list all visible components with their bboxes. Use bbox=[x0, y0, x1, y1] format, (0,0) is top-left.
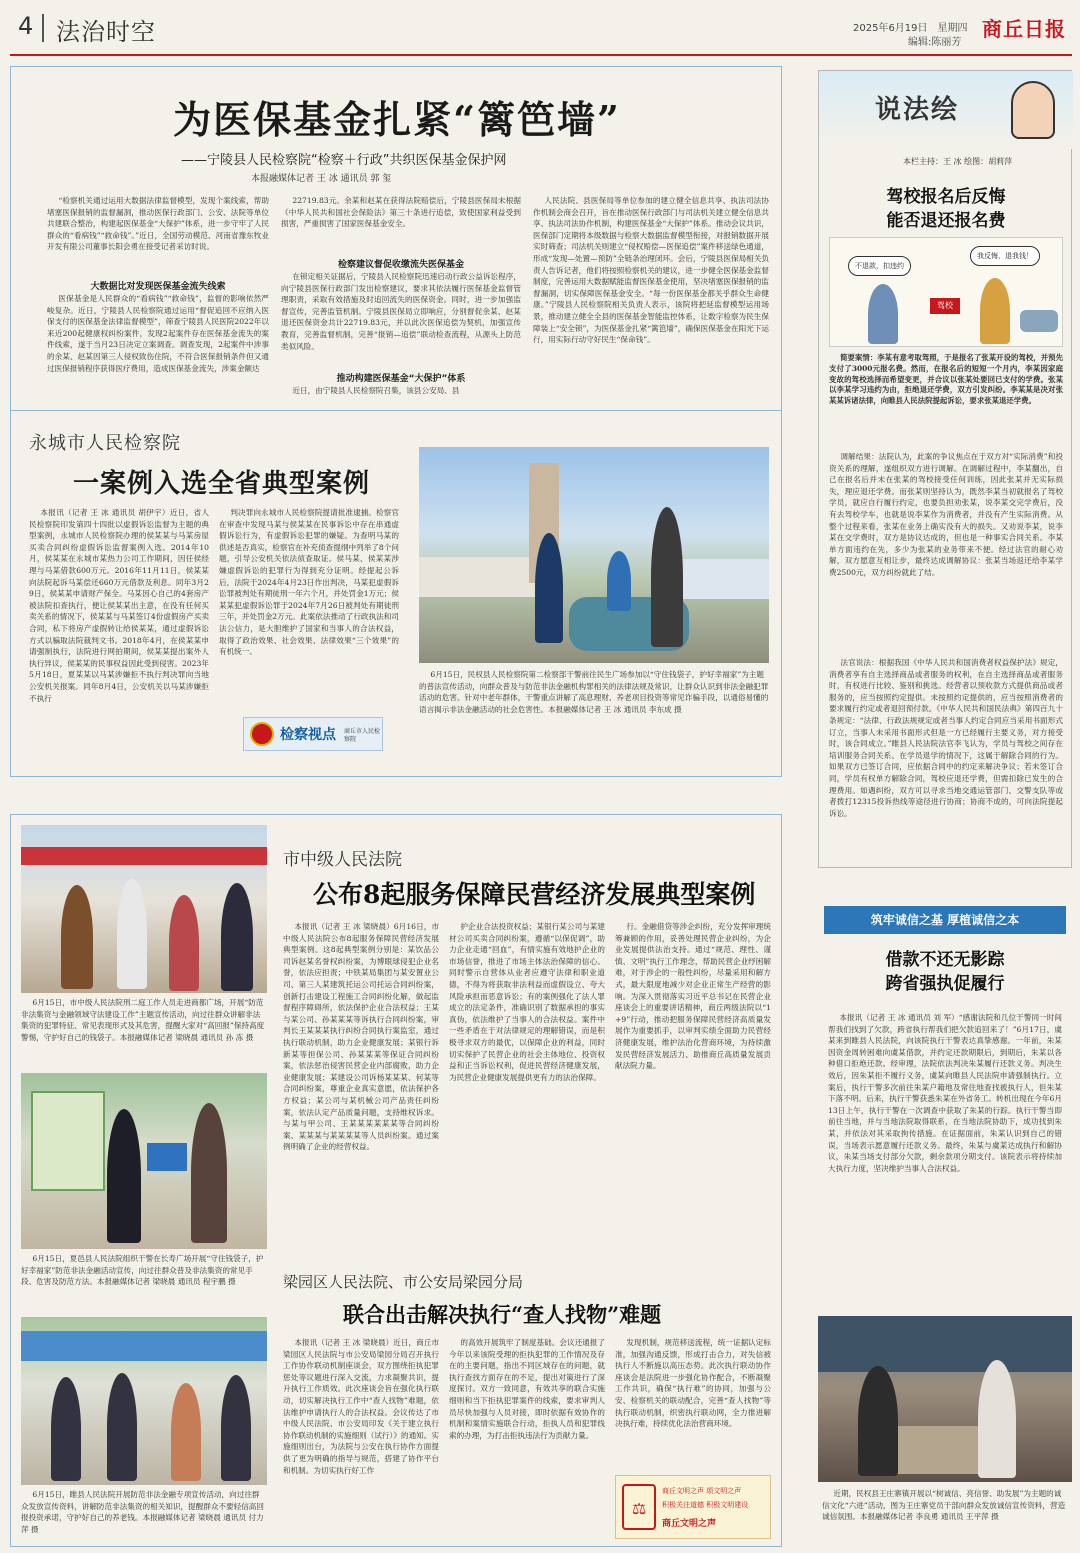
photo-credit-campaign bbox=[818, 1316, 1072, 1482]
cartoon-car bbox=[1020, 310, 1058, 332]
shop-front bbox=[818, 1316, 1072, 1372]
header-divider bbox=[42, 14, 44, 42]
sidebar-credit bbox=[818, 902, 1072, 1547]
article-col2-body2: 在锁定相关证据后，宁陵县人民检察院迅速启动行政公益诉讼程序，向宁陵县医保行政部门发出检察建议，要求其依法履行医保基金监督管理职责，采取有效措施及时追回流失的医保资金。同时，进一步加强监督宣传，完善监管机制。宁陵县医保局立即响应，分别督促余某、赵某退还医保资金共计22719.83元，并以此次医保追偿为契机，加强宣传教育，完善监督机制，完善“报销—追偿”联动检查流程，从源头上防范类似风险。 bbox=[281, 272, 521, 351]
photo-caption-2: 6月15日，夏邑县人民法院组织干警在长寿广场开展“守住钱袋子，护好幸福家”防范非法金融活动宣传，向过往群众普及非法集资的常见手段、危害及防范方法。本报融媒体记者 梁晓晨 通讯员 程宇鹏 摄 bbox=[21, 1254, 264, 1286]
person-judge-1 bbox=[117, 879, 147, 989]
procuratorate-badge bbox=[243, 717, 383, 751]
person-resident bbox=[171, 1383, 201, 1481]
article3-title: 公布8起服务保障民营经济发展典型案例 bbox=[313, 880, 756, 909]
article-title: 为医保基金扎紧“篱笆墙” bbox=[173, 97, 621, 142]
stamp-line-3: 商丘文明之声 bbox=[662, 1519, 717, 1529]
cartoon-host-face-icon bbox=[1011, 81, 1055, 139]
article-title: 一案例入选全省典型案例 bbox=[73, 469, 371, 499]
article-col2: 判决罪向永城市人民检察院提请批准逮捕。检察官在审查中发现马某与侯某某在民事诉讼中存在串通虚假诉讼行为，有虚假诉讼犯罪的嫌疑。为查明马某的供述是否真实，检察官在补充侦查提纲中列举了8个问题，引导公安机关依法侦查取证。侯马某、侯某某涉嫌虚假诉讼的犯罪行为得到充分证明。经提起公诉后，法院于2024年4月23日作出判决，马某犯虚假诉讼罪被判处有期徒刑一年六个月，并处罚金1万元；侯某某犯虚假诉讼罪于2024年7月26日被判处有期徒刑三年，并处罚金2万元。此案依法推动了行政执法和司法公信力，是大胆维护了国家和当事人的合法权益，取得了政治效果、社会效果、法律效果“三个效果”的有机统一。 bbox=[219, 508, 399, 657]
stamp-line-1: 商丘文明之声 颂文明之声 bbox=[662, 1487, 742, 1495]
article3-col3: 行。金融借贷等涉企纠纷，充分发挥审理统筹兼顾的作用，妥善处理民营企业纠纷，为企业发展提供法治支持。通过“规范、理性、谨慎、文明”执行工作理念，帮助民营企业纾困解难，对于涉企的一般性纠纷，尽量采用和解方式，最大限度地减少对企业正常生产经营的影响。为深入贯彻落实习近平总书记在民营企业座谈会上的重要讲话精神，商丘两级法院以“1+9”行动，推动把服务保障民营经济高质量发展作为重要抓手，以审判实绩全面助力民营经济健康发展，维护法治化营商环境，为持续激发民营经济发展活力、助推商丘高质量发展贡献法院力量。 bbox=[615, 922, 771, 1071]
person-villager bbox=[191, 1103, 227, 1243]
speech-bubble-student: 我反悔，退我钱！ bbox=[970, 246, 1040, 266]
header-rule bbox=[10, 54, 1072, 56]
article-col1-body: 医保基金是人民群众的“看病钱”“救命钱”，监督的影响依然严峻复杂。近日，宁陵县人民检察院通过运用“督促追回不应纳入医保支付的医保基金法律监督模型”，筛查宁陵县人民医院2022年以来近200起健康权纠纷案件，发现2起案件存在医保基金流失的案件线索，遂于当月23日决定立案调查。调查发现，2起案件中涉事的余某、赵某因第三人侵权致伤住院，不符合医保报销条件但又通过医保报销程序获得医疗费用，造成医保基金流失，涉案金额达 bbox=[47, 294, 269, 373]
person-woman-red bbox=[169, 895, 199, 991]
procuratorate-emblem-icon bbox=[250, 722, 274, 746]
person-judge bbox=[107, 1109, 141, 1243]
driving-school-sign: 驾校 bbox=[930, 298, 960, 314]
person-official bbox=[978, 1360, 1016, 1478]
article-col2-body1: 22719.83元。余某和赵某在获得法院赔偿后，宁陵县医保局未根据《中华人民共和国社会保险法》第三十条进行追偿，致使国家利益受到损害，严重损害了国家医保基金安全。 bbox=[281, 196, 521, 229]
mediation-result: 调解结果：法院认为，此案的争议焦点在于双方对“实际消费”和投资关系的理解，遂组织双方进行调解。在调解过程中，李某翻出，自己在报名后并未在张某的驾校接受任何训练，因此张某并无实际损失，理应退还学费。而张某则坚持认为，既然李某当初就报名了驾校学员，就应自行履行约定，也要负担劝张某，说李某交完学费后，没有去驾校学车，也就是说李某作为消费者，并没有产生实际消费。从整个过程来看，张某在业务上确实没有大的损失。又劝说李某，说李某在交学费时，双方是协议达成的，但也是一种事实合同关系。李某单方面违约在先，多少为张某的业务带来不便。经过法官的耐心劝解，双方愿意互相让步，最终达成调解协议：张某当场返还给李某学费2500元，双方纠纷就此了结。 bbox=[829, 452, 1063, 577]
photo-caption-3: 6月15日，睢县人民法院开展防范非法金融专项宣传活动，向过往群众发放宣传资料，讲解防范非法集资的相关知识，提醒群众不要轻信高回报投资承诺，守护好自己的养老钱。本报融媒体记者 梁晓晨 通讯员 付力萍 摄 bbox=[21, 1490, 264, 1534]
article-col1-intro: “检察机关通过运用大数据法律监督模型，发现个案线索，帮助堵塞医保报销的监督漏洞，推动医保行政部门、公安、法院等单位共建联合整治，构建起医保基金“大保护”体系，进一步守牢了人民群众的“看病钱”“救命钱”。”近日，全国劳动模范、河南省豫东牧业开发有限公司董事长阳会勇在接受记者采访时说。 bbox=[47, 196, 269, 252]
article-col2-heading2: 推动构建医保基金“大保护”体系 bbox=[336, 374, 466, 384]
article-byline: 本报融媒体记者 王 冰 通讯员 郭 玺 bbox=[251, 174, 392, 184]
photo-caption-1: 6月15日，市中级人民法院刑二庭工作人员走进商都广场，开展“防范非法集资与金融领域守法建设工作”主题宣传活动，向过往群众讲解非法集资的犯罪特征、常见表现形式及其危害，提醒大家对“高回报”保持高度警惕，守护好自己的钱袋子。本报融媒体记者 梁晓晨 通讯员 孙 冻 摄 bbox=[21, 998, 265, 1042]
sidebar-title: 驾校报名后反悔 能否退还报名费 bbox=[886, 187, 1006, 231]
shop-counter bbox=[898, 1426, 978, 1474]
article-yongcheng-case bbox=[10, 411, 782, 777]
person-child bbox=[607, 551, 631, 611]
photo-propaganda-event bbox=[419, 447, 769, 663]
article4-kicker: 梁园区人民法院、市公安局梁园分局 bbox=[283, 1273, 524, 1291]
photo-xiayi-court-event bbox=[21, 1073, 267, 1249]
page-editor: 编辑:陈丽芳 bbox=[908, 37, 962, 48]
exhibit-board bbox=[31, 1091, 105, 1191]
badge-title: 检察视点 bbox=[280, 727, 336, 743]
badge-subtitle: 商丘市人民检察院 bbox=[344, 728, 381, 743]
cartoon-figure-student bbox=[980, 278, 1010, 344]
article3-kicker: 市中级人民法院 bbox=[283, 850, 402, 870]
photo-suixian-court-event bbox=[21, 1317, 267, 1485]
article-col3-body: 人民法院、县医保局等单位参加的建立健全信息共享、执法司法协作机制会商会召开，旨在推动医保行政部门与司法机关建立健全信息共享、执法司法协作机制，构建医保基金“大保护”体系。推动会议共识，医保部门定期将本级数据与检察大数据监督模型衔接，对报销数据开展实时筛查；司法机关则建立“侵权赔偿—医保追偿”案件移送绿色通道，形成“发现—处置—预防”全链条治理闭环。会后，宁陵县医保局相关负责人告诉记者，他们将按照检察机关的建议，进一步健全医保基金监督制度，完善运用大数据赋能监督医保基金使用，坚决堵塞医保报销的监督漏洞，切实保障医保基金安全。“每一份医保基金都关乎群众生命健康。”宁陵县人民检察院相关负责人表示，该院将把延监督模型运用场景，推动建立健全全县的医保基金智能监控体系，让数字检察为民生保障装上“安全锁”，为医保基金扎紧“篱笆墙”，确保医保基金在阳光下运行，用实际行动守好民生“保命钱”。 bbox=[533, 196, 769, 345]
section-title: 法治时空 bbox=[56, 18, 156, 46]
photo-caption: 近期，民权县王庄寨镇开展以“树诚信、亮信誉、助发展”为主题的诚信文化“六进”活动，图为王庄寨党员干部向群众发放诚信宣传资料，营造诚信氛围。本报融媒体记者 李良勇 通讯员 王平萍 摄 bbox=[822, 1489, 1066, 1521]
banner-red bbox=[21, 847, 267, 865]
cartoon-figure-owner bbox=[868, 284, 898, 344]
article4-title: 联合出击解决执行“查人找物”难题 bbox=[343, 1302, 662, 1327]
judge-opinion: 法官说法：根据我国《中华人民共和国消费者权益保护法》规定，消费者享有自主选择商品或者服务的权利，在自主选择商品或者服务时，有权进行比较、鉴别和挑选。经营者以预收款方式提供商品或者服务的，应当按照约定提供。未按照约定提供的，应当按照消费者的要求履行约定或者退回预付款。《中华人民共和国民法典》第四百九十条规定：“法律、行政法规规定或者当事人约定合同应当采用书面形式订立，当事人未采用书面形式但是一方已经履行主要义务，对方接受时，该合同成立。”睢县人民法院法官李飞认为，学员与驾校之间存在培训服务合同关系。在学员退学的情况下，这属于解除合同的行为。如果双方已签订合同，应依据合同中的约定来解决争议；若未签订合同，学员有权单方解除合同，驾校应退还学费，但需扣除已发生的合理费用。如遇纠纷，双方可以寻求当地交通运管部门、交警支队等或者拨打12315投诉热线等途径进行协商；协商不成的，可向法院提起诉讼。 bbox=[829, 658, 1063, 818]
person-staff-1 bbox=[51, 1377, 81, 1481]
newspaper-logo: 商丘日报 bbox=[982, 17, 1066, 41]
court-news-box bbox=[10, 814, 782, 1547]
article-col2-body3: 近日，由宁陵县人民检察院召集，该县公安局、县 bbox=[292, 386, 460, 395]
credit-banner: 筑牢诚信之基 厚植诚信之本 bbox=[824, 906, 1066, 934]
article-subtitle: ——宁陵县人民检察院“检察＋行政”共织医保基金保护网 bbox=[181, 153, 507, 168]
column-host: 本栏主持：王 冰 绘图：胡莉萍 bbox=[903, 157, 1013, 166]
article-col1-heading: 大数据比对发现医保基金流失线索 bbox=[90, 282, 226, 292]
column-name: 说法绘 bbox=[875, 95, 960, 125]
sidebar-law-cartoon bbox=[818, 70, 1072, 868]
cartoon-illustration bbox=[829, 237, 1063, 347]
article4-col1: 本报讯（记者 王 冰 梁晓晨）近日，商丘市梁园区人民法院与市公安局梁园分局召开执行工作协作联动机制座谈会，双方围绕拒执犯罪惩处等议题进行深入交流，力求凝聚共识，提升执行工作质效。此次座谈会旨在强化执行联动，切实解决执行工作中“查人找物”难题，依法维护申请执行人的合法权益。会议传达了市中级人民法院、市公安局印发《关于建立执行协作联动机制的实施细则（试行）》的通知。实施细则出台，为法院与公安在执行协作方面提供了更为明确的指导与规范，搭建了协作平台和机制。为切实执行好工作 bbox=[283, 1338, 439, 1475]
display-board bbox=[21, 1331, 267, 1361]
stamp-seal-icon: ⚖ bbox=[622, 1484, 656, 1530]
page-header bbox=[0, 0, 1080, 62]
person-shopkeeper bbox=[858, 1366, 898, 1476]
page-number: 4 bbox=[18, 12, 34, 40]
photo-intermediate-court-event bbox=[21, 825, 267, 993]
article-medical-insurance bbox=[10, 66, 782, 411]
speech-bubble-school: 不退款，扣违约 bbox=[848, 256, 911, 276]
leaflet-blue bbox=[147, 1143, 187, 1171]
article-col2-heading: 检察建议督促收缴流失医保基金 bbox=[337, 260, 464, 270]
article3-col1: 本报讯（记者 王 冰 梁晓晨）6月16日，市中级人民法院公布8起服务保障民营经济发展典型案例。这8起典型案例分别是：某饮品公司诉赵某名誉权纠纷案，为博眼球侵犯企业名誉，依法应担责；中铁某局集团与某安置业公司、第三人某建筑托运公司托运合同纠纷案，创新打击建设工程施工合同纠纷化解，做起监督程序障碍所，依法保护企业合法权益；王某与某公司、孙某某某等诉执行合同纠纷案，审判长王某某某执行纠纷合同执行案监室，通过执行联动机制，助力企业健康发展；某银行诉新某等担保公司、孙某某某等保证合同纠纷案，依法惩治侵害民营企业内部腐败，助力企业健康发展；某建设公司诉杨某某某、何某等合同纠纷案，尊重企业真实意愿，依法保护各方权益；某公司与某机械公司产品责任纠纷案，依法认定产品质量问题，支持维权诉求。与某与甲公司、王某某某某某某等合同纠纷案、某某某与某某某某等人员纠纷案。通过案例明确了企业的经营权益。 bbox=[283, 922, 439, 1152]
sidebar-title: 借款不还无影踪 跨省强执促履行 bbox=[885, 950, 1005, 994]
tent-left bbox=[419, 557, 539, 597]
article-kicker: 永城市人民检察院 bbox=[29, 433, 181, 454]
article4-col3: 发现机制，规范移送流程，统一证据认定标准，加强沟通反馈，形成打击合力，对失信被执行人不断施以高压态势。此次执行联动协作座谈会是法院进一步强化协作配合，不断凝聚工作共识，确保“执行难”的协同，加强与公安、检察机关的联动配合，完善“查人找物”等执行联动机制，织密执行联动网，全力推进解决执行难，持续优化法治营商环境。 bbox=[615, 1338, 771, 1429]
sidebar-body: 本报讯（记者 王 冰 通讯员 刘 军）“感谢法院和几位干警同一时间帮我们找到了欠款，跨省执行帮我们把欠款追回来了！”6月17日，虞某来到睢县人民法院，向该院执行干警表达真挚感谢。一年前，朱某因资金周转困难向虞某借款，并约定还款期限后，到期后，朱某以各种借口拒绝还款。经审理，法院依法判决朱某履行还款义务。判决生效后，因朱某拒不履行义务，虞某向睢县人民法院申请强制执行。立案后，执行干警多次前往朱某户籍地及常住地查找被执行人，但朱某下落不明。后来，执行干警获悉朱某在外省务工。转机出现在今年6月13日上午，执行干警在一次调查中获取了朱某的行踪。执行干警当即前往当地，并与当地法院取得联系，在当地法院协助下，成功找到朱某，并依法对其采取拘传措施。在证据面前，朱某认识到自己的错误，当场表示愿意履行还款义务。最终，朱某与虞某达成执行和解协议，朱某当场支付部分欠款，剩余款项分期支付。该院表示将持续加大执行力度，坚决维护当事人合法权益。 bbox=[828, 1013, 1062, 1173]
article-col1: 本报讯（记者 王 冰 通讯员 胡伊宇）近日，省人民检察院印发第四十四批以虚假诉讼监督为主题的典型案例，永城市人民检察院办理的侯某某与马某房屋买卖合同纠纷虚假诉讼监督案例入选。2014年10月，侯某某在永城市某热力公司工作期间，因任侯经理与马某借款600万元。2016年11月11日，侯某某向法院起诉马某偿还660万元借款及利息。同年3月29日，侯某某申请财产保全。马某因心自己的4套房产被法院扣查执行，便让侯某某出主意，在没有任何买卖关系的情况下，侯某某与马某签订4份虚假房产买卖合同，私下将房产虚假转让给侯某某，通过虚假诉讼方式以骗取法院裁判文书。2018年4月，在侯某某申请强制执行，法院进行网拍期间，侯某某提出案外人执行异议，侯某某的民事权益因此受到侵害。2023年5月18日，夏某某以马某涉嫌拒不执行判决罪向当地公安机关报案。同年8月4日，公安机关以马某涉嫌拒不执行 bbox=[29, 508, 209, 703]
person-elderly-woman bbox=[61, 885, 93, 989]
tent-right bbox=[669, 559, 769, 599]
civilization-stamp bbox=[615, 1475, 771, 1539]
person-judge-2 bbox=[221, 883, 253, 991]
person-staff-3 bbox=[221, 1375, 251, 1481]
issue-date: 2025年6月19日 星期四 bbox=[853, 23, 968, 34]
article3-col2: 护企业合法投资权益；某银行某公司与某建材公司买卖合同纠纷案，遵循“以保促调”，助力企业走通“回血”，有情实施有效地护企业的市场信誉，推进了市场主体法治保障的信心。同时警示自营体从业者应遵守法律和职业道德，不得为将获取非法利益而虚假设立、夸大风险承担而恶意诉讼；有的案例强化了法人罪成立的法定条件，准确识别了数据承担的事实真伪，依法维护了当事人的合法权益。案件中一些矛盾在于对法律规定的理解错误，而是积极寻求双方的最优，以保障企业的利益，同时切实保护了民营企业的社会主体地位、投资权益和正当诉讼权利，促进民营经济健康发展，为民营企业健康发展提供更有力的法治保障。 bbox=[449, 922, 605, 1082]
stamp-line-2: 积极关注道德 积极文明建设 bbox=[662, 1501, 749, 1509]
person-resident bbox=[651, 507, 683, 647]
case-summary: 简要案情：李某有意考取驾照，于是报名了张某开设的驾校，并预先支付了3000元报名费。然而，在报名后的短短一个月内，李某因家庭变故的驾校选择而希望变更，并合议以张某处要回已支付的学费。张某以李某学习违约为由，拒绝退还学费，双方引发纠纷。李某某是决对张某某诉诸法律，向睢县人民法院提起诉讼，要求张某退还学费。 bbox=[829, 353, 1063, 406]
photo-caption: 6月15日，民权县人民检察院第二检察部干警前往民生广场参加以“守住钱袋子，护好幸福家”为主题的普法宣传活动，向群众普及与防范非法金融机构罪相关的法律法规及常识，让群众认识到非法金融犯罪活动的危害。针对中老年群体，干警重点讲解了高息理财、养老项目投资等常见诈骗手段，以通俗易懂的语言揭示非法金融活动的社会危害性。本报融媒体记者 王 冰 通讯员 李东成 摄 bbox=[419, 670, 769, 714]
article4-col2: 的高效开展筑牢了制度基础。会议还通报了今年以来该院受理的拒执犯罪的工作情况及存在的主要问题，指出不同区域存在的问题，就执行查找方面存在的不足，提出对策进行了深度探讨。双方一致同意，有效共享的联合实施细则和当下拒执犯罪案件的线索，要求审判人员尽快加强与人员对接，即时依据有效协作的机制和案情实施联合行动，拒执人员和犯罪线索的办理，为打击拒执违法行为贡献力量。 bbox=[449, 1338, 605, 1440]
person-staff-2 bbox=[107, 1373, 137, 1481]
person-prosecutor bbox=[535, 533, 563, 643]
